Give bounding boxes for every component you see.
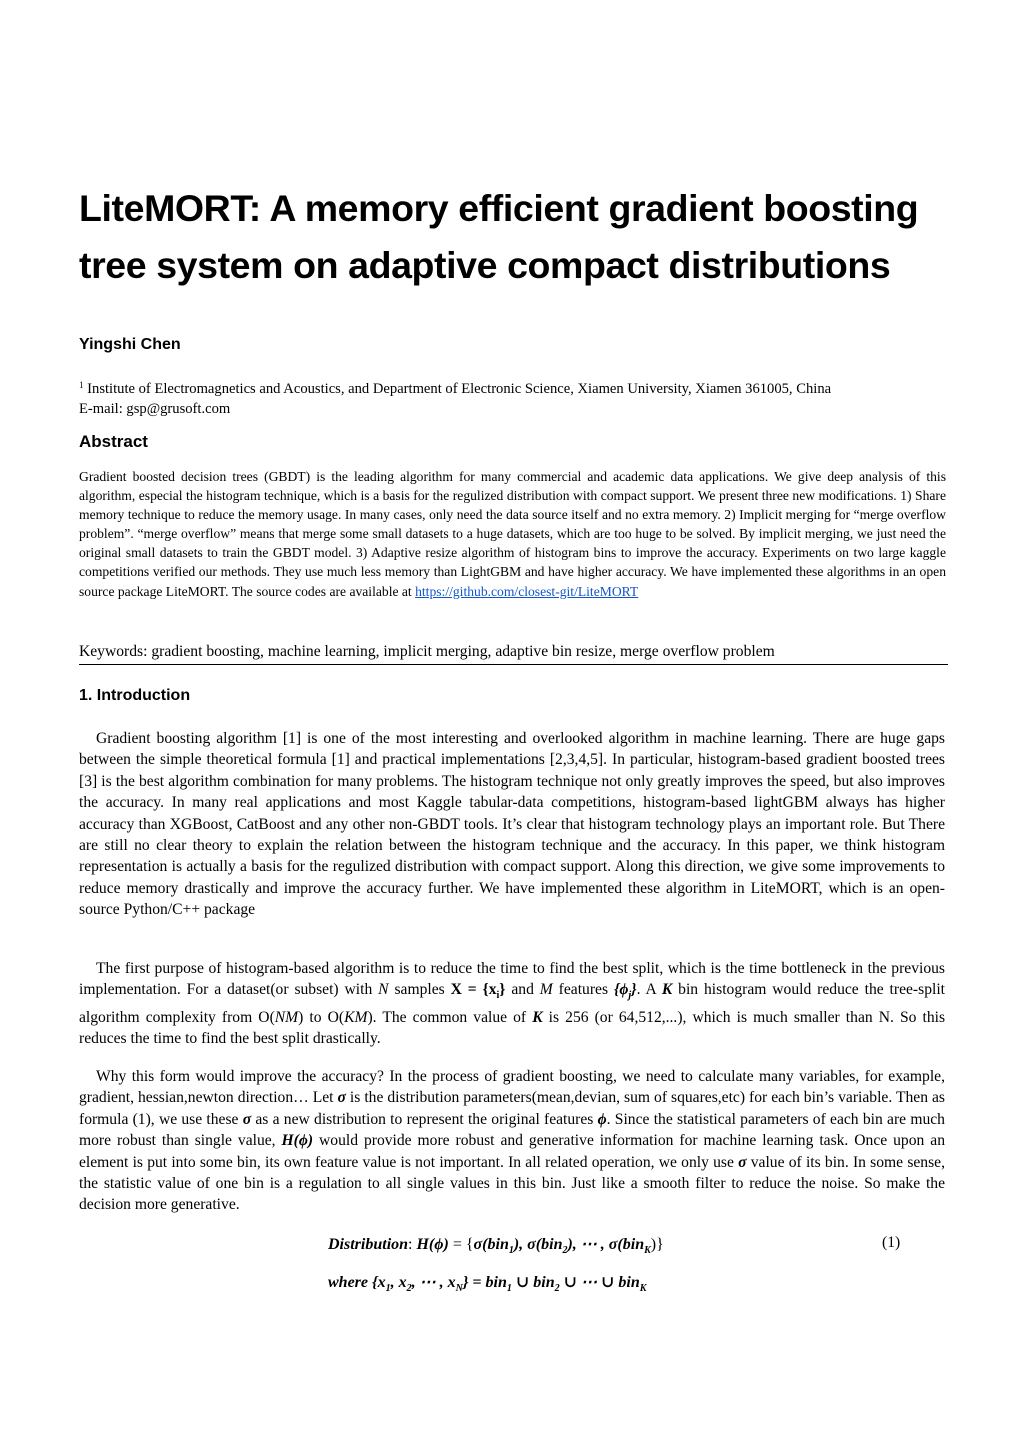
author-email: E-mail: gsp@grusoft.com: [79, 401, 231, 417]
introduction-heading: 1. Introduction: [79, 687, 191, 704]
intro-paragraph-3: Why this form would improve the accuracy? In the process of gradient boosting, we need to calculate many variables, for example, gradient, hessian,newton direction… Let σ is the distribution parameters(mean,devian, sum of squares,etc) for each bin’s variable. Then as formula (1), we use these σ as a new distribution to represent the original features ϕ. Since the statistical parameters of each bin are much more robust than single value, H(ϕ) would provide more robust and generative information for machine learning task. Once upon an element is put into some bin, its own feature value is not important. In all related operation, we only use σ value of its bin. In some sense, the statistic value of one bin is a regulation to all single values in this bin. Just like a smooth filter to reduce the noise. So make the decision more generative.: [79, 1068, 945, 1214]
intro-paragraph-2: The first purpose of histogram-based algorithm is to reduce the time to find the best split, which is the time bottleneck in the previous implementation. For a dataset(or subset) with N samples $X = \{x_i\}$ and M features $\{\phi_j\}$. A K bin histogram would reduce the tree-split algorithm complexity from O(NM) to O(KM). The common value of K is 256 (or 64,512,...), which is much smaller than N. So this reduces the time to find the best split drastically.: [79, 960, 946, 1048]
title-line-2: tree system on adaptive compact distributions: [79, 244, 891, 286]
equation-1-expression: Distribution: H(ϕ) = {σ(bin$_1$), σ(bin$_2$), ⋯ , σ(bin$_K$)}: [328, 1236, 664, 1257]
affiliation-block: [79, 375, 979, 419]
section-divider: [79, 664, 948, 665]
title-line-1: LiteMORT: A memory efficient gradient boosting: [79, 187, 919, 229]
paper-title: [79, 180, 959, 294]
equation-2-expression: where {$x_1$, $x_2$, ⋯ , $x_N\} = bin_1$ ∪ bin$_2$ ∪ ⋯ ∪ bin$_K$: [328, 1274, 647, 1295]
abstract-text: Gradient boosted decision trees (GBDT) is the leading algorithm for many commercial and academic data applications. We give deep analysis of this algorithm, especial the histogram technique, which is a basis for the regulized distribution with compact support. We present three new modifications. 1) Share memory technique to reduce the memory usage. In many cases, only need the data source itself and no extra memory. 2) Implicit merging for “merge overflow problem”. “merge overflow” means that merge some small datasets to a huge datasets, which are too huge to be solved. By implicit merging, we just need the original small datasets to train the GBDT model. 3) Adaptive resize algorithm of histogram bins to improve the accuracy. Experiments on two large kaggle competitions verified our methods. They use much less memory than LightGBM and have higher accuracy. We have implemented these algorithms in an open source package LiteMORT. The source codes are available at: [79, 469, 946, 599]
keywords-line: Keywords: gradient boosting, machine learning, implicit merging, adaptive bin resize, merge overflow problem: [79, 643, 775, 660]
abstract-body: [79, 467, 946, 601]
equation-1-number: (1): [882, 1234, 901, 1251]
affiliation-mark: 1: [79, 380, 84, 390]
affiliation-text: Institute of Electromagnetics and Acoustics, and Department of Electronic Science, Xiamen University, Xiamen 361005, China: [87, 381, 832, 397]
author-name: Yingshi Chen: [79, 336, 181, 353]
intro-paragraph-1: Gradient boosting algorithm [1] is one of the most interesting and overlooked algorithm in machine learning. There are huge gaps between the simple theoretical formula [1] and practical implementations [2,3,4,5]. In particular, histogram-based gradient boosted trees [3] is the best algorithm combination for many problems. The histogram technique not only greatly improves the speed, but also improves the accuracy. In many real applications and most Kaggle tabular-data competitions, histogram-based lightGBM always has higher accuracy than XGBoost, CatBoost and any other non-GBDT tools. It’s clear that histogram technology plays an important role. But There are still no clear theory to explain the relation between the histogram technique and the accuracy. In this paper, we think histogram representation is actually a basis for the regulized distribution with compact support. Along this direction, we give some improvements to reduce memory drastically and improve the accuracy further. We have implemented these algorithm in LiteMORT, which is an open-source Python/C++ package: [79, 730, 945, 919]
source-code-link[interactable]: https://github.com/closest-git/LiteMORT: [415, 583, 639, 599]
abstract-heading: Abstract: [79, 432, 148, 451]
